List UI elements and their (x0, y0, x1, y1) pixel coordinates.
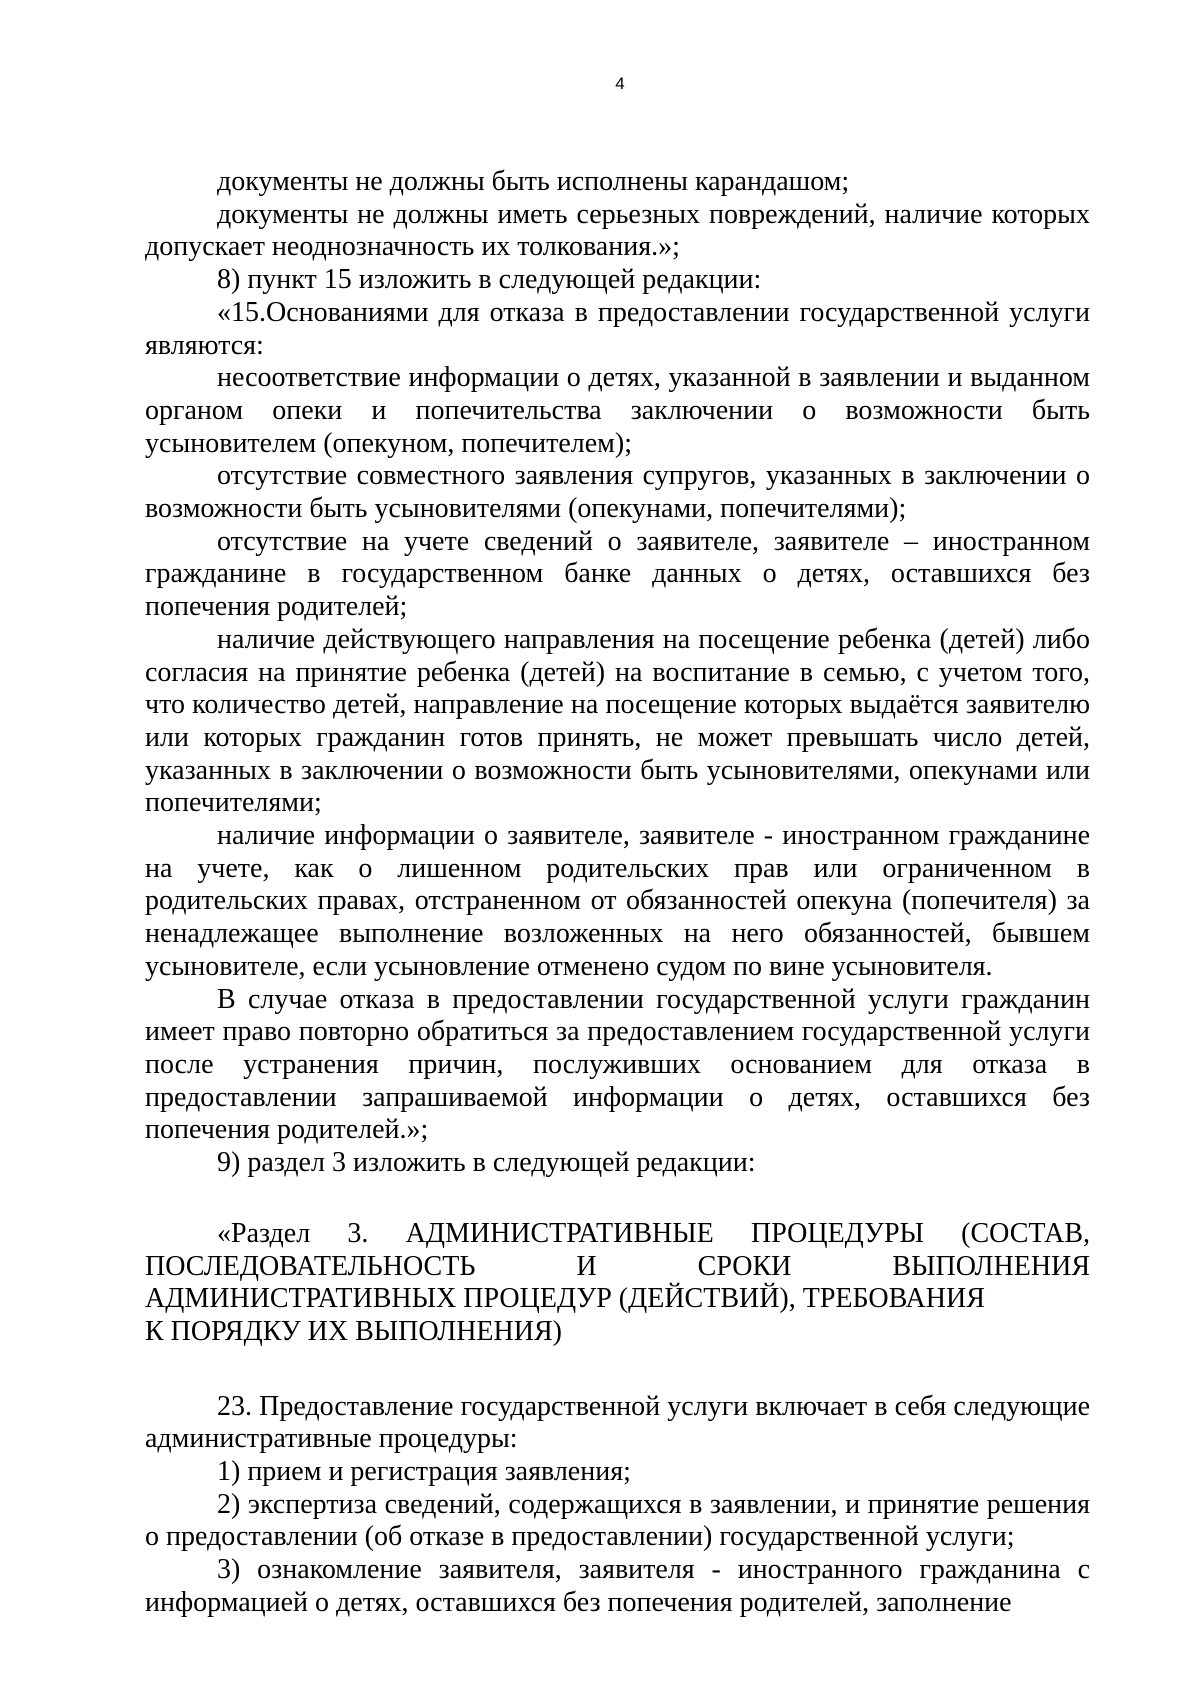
paragraph: 23. Предоставление государственной услуги включает в себя следующие административные процедуры: (145, 1390, 1090, 1455)
paragraph: 9) раздел 3 изложить в следующей редакции: (217, 1147, 756, 1179)
paragraph: 3) ознакомление заявителя, заявителя - иностранного гражданина с информацией о детях, оставшихся без попечения родителей, заполнение (145, 1554, 1090, 1618)
paragraph: документы не должны иметь серьезных повреждений, наличие которых допускает неоднозначность их толкования.»; (145, 198, 1090, 263)
paragraph: наличие информации о заявителе, заявителе - иностранном гражданине на учете, как о лишенном родительских прав или ограниченном в родительских правах, отстраненном от обязанностей опекуна (попечителя) за ненадлежащее выполнение возложенных на него обязанностей, бывшем усыновителе, если усыновление отменено судом по вине усыновителя. (145, 820, 1090, 982)
paragraph: «15.Основаниями для отказа в предоставлении государственной услуги являются: (145, 296, 1090, 361)
paragraph: В случае отказа в предоставлении государственной услуги гражданин имеет право повторно обратиться за предоставлением государственной услуги после устранения причин, послуживших основанием для отказа в предоставлении запрашиваемой информации о детях, оставшихся без попечения родителей.»; (145, 983, 1090, 1146)
document-body (145, 166, 1090, 1620)
paragraph: 1) прием и регистрация заявления; (217, 1456, 631, 1488)
paragraph: несоответствие информации о детях, указанной в заявлении и выданном органом опеки и попечительства заключении о возможности быть усыновителем (опекуном, попечителем); (145, 362, 1090, 459)
paragraph: документы не должны быть исполнены карандашом; (217, 166, 850, 197)
page-number: 4 (615, 74, 625, 93)
paragraph: отсутствие совместного заявления супругов, указанных в заключении о возможности быть усыновителями (опекунами, попечителями); (145, 460, 1090, 525)
paragraph: отсутствие на учете сведений о заявителе, заявителе – иностранном гражданине в государственном банке данных о детях, оставшихся без попечения родителей; (145, 525, 1090, 623)
paragraph: наличие действующего направления на посещение ребенка (детей) либо согласия на принятие ребенка (детей) на воспитание в семью, с учетом того, что количество детей, направление на посещение которых выдаётся заявителю или которых гражданин готов принять, не может превышать число детей, указанных в заключении о возможности быть усыновителями, опекунами или попечителями; (145, 623, 1090, 819)
paragraph: 8) пункт 15 изложить в следующей редакции: (217, 264, 762, 296)
section-heading: «Раздел 3. АДМИНИСТРАТИВНЫЕ ПРОЦЕДУРЫ (СОСТАВ, ПОСЛЕДОВАТЕЛЬНОСТЬ И СРОКИ ВЫПОЛНЕНИЯ АДМИНИСТРАТИВНЫХ ПРОЦЕДУР (ДЕЙСТВИЙ), ТРЕБОВАНИЯ К ПОРЯДКУ ИХ ВЫПОЛНЕНИЯ) (145, 1217, 1090, 1347)
paragraph: 2) экспертиза сведений, содержащихся в заявлении, и принятие решения о предоставлении (об отказе в предоставлении) государственной услуги; (145, 1488, 1090, 1553)
